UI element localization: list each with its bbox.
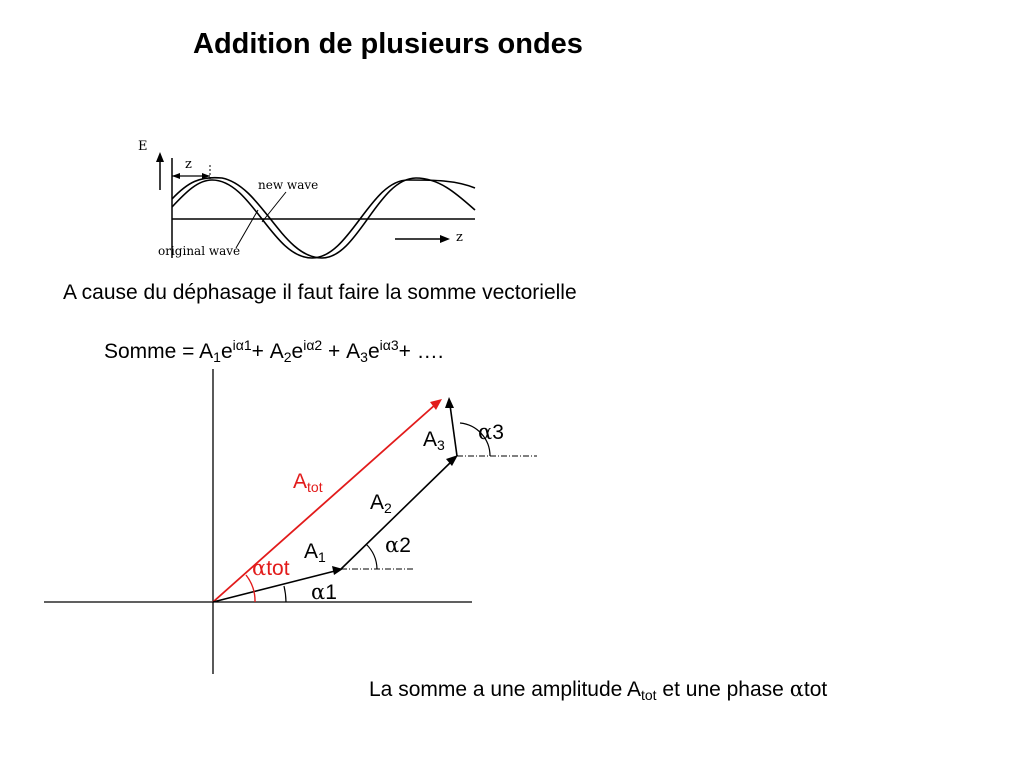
- sum-formula: [104, 337, 444, 365]
- alphatot-label: [252, 556, 290, 581]
- a1-base: A: [304, 540, 319, 563]
- original-wave-pointer: [236, 210, 258, 248]
- resultant-vector: [213, 404, 436, 602]
- alpha1-greek: α: [311, 580, 326, 604]
- alpha2-label: [385, 533, 411, 558]
- vector-a3-arrowhead: [445, 397, 454, 408]
- atot-label: [293, 470, 323, 495]
- a3-base: A: [423, 428, 438, 451]
- conclusion-text: [369, 677, 827, 703]
- formula-prefix: Somme = A: [104, 340, 214, 363]
- formula-plus-1: + A: [251, 340, 284, 363]
- slide-title: Addition de plusieurs ondes: [193, 28, 583, 60]
- e-axis-label: E: [138, 139, 148, 154]
- z-axis-arrowhead: [440, 235, 450, 243]
- alpha2-arc: [366, 544, 377, 569]
- conclusion-alpha: α: [789, 677, 804, 701]
- atot-sub: tot: [307, 479, 323, 495]
- z-axis-label: z: [456, 230, 463, 245]
- formula-sub-1: 1: [213, 349, 221, 365]
- formula-exp-2: iα2: [303, 337, 323, 353]
- e-axis-arrowhead: [156, 152, 164, 162]
- formula-exp-3: iα3: [379, 337, 399, 353]
- z-dimension-label: z: [185, 157, 192, 172]
- alphatot-num: tot: [266, 557, 290, 580]
- atot-base: A: [293, 470, 308, 493]
- new-wave-label: new wave: [258, 178, 319, 192]
- alpha1-num: 1: [325, 581, 337, 604]
- conclusion-tail: tot: [803, 678, 828, 701]
- alpha1-label: [311, 580, 337, 605]
- formula-sub-2: 2: [283, 349, 292, 365]
- alpha2-num: 2: [399, 534, 411, 557]
- formula-tail: + ….: [398, 340, 444, 363]
- alpha3-num: 3: [492, 421, 504, 444]
- formula-e-3: e: [367, 340, 380, 363]
- a2-label: [370, 491, 392, 516]
- alpha1-arc: [284, 586, 286, 602]
- vector-a3: [450, 405, 457, 456]
- a3-sub: 3: [437, 437, 445, 453]
- conclusion-part-1: La somme a une amplitude A: [369, 678, 641, 701]
- alphatot-greek: α: [252, 556, 267, 580]
- a1-label: [304, 540, 326, 565]
- a1-sub: 1: [318, 549, 326, 565]
- a2-sub: 2: [384, 500, 392, 516]
- alpha3-label: [478, 420, 504, 445]
- a2-base: A: [370, 491, 385, 514]
- formula-plus-2: + A: [322, 340, 361, 363]
- alpha2-greek: α: [385, 533, 400, 557]
- new-wave-pointer: [262, 192, 286, 222]
- conclusion-sub: tot: [641, 687, 657, 703]
- formula-e-1: e: [220, 340, 233, 363]
- alpha3-greek: α: [478, 420, 493, 444]
- formula-exp-1: iα1: [232, 337, 252, 353]
- z-dimension-arrowhead-left: [172, 173, 180, 179]
- conclusion-part-2: et une phase: [656, 678, 790, 701]
- vector-a1-arrowhead: [332, 566, 343, 575]
- formula-e-2: e: [291, 340, 304, 363]
- formula-sub-3: 3: [360, 349, 368, 365]
- original-wave-label: original wave: [158, 244, 241, 258]
- a3-label: [423, 428, 445, 453]
- intro-text: A cause du déphasage il faut faire la somme vectorielle: [63, 281, 577, 304]
